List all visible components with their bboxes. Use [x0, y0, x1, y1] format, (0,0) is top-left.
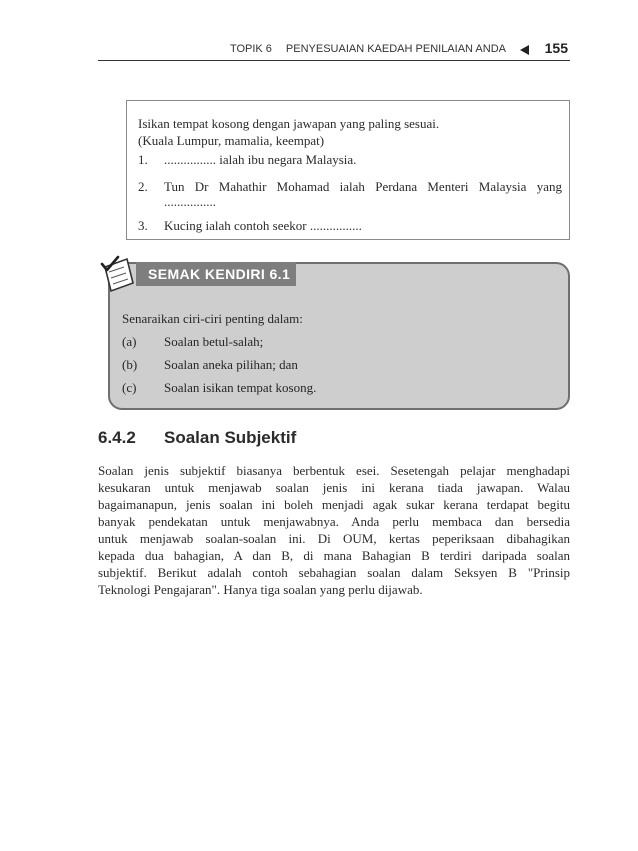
paragraph-line: untuk menjawab soalan-soalan ini. Di OUM, kertas peperiksaan dibahagikan [98, 531, 570, 546]
self-check-item-letter: (c) [122, 380, 137, 395]
checklist-notepad-icon [98, 254, 138, 294]
paragraph-line: Teknologi Pengajaran". Hanya tiga soalan yang perlu dijawab. [98, 582, 423, 597]
running-title [230, 43, 506, 55]
exercise-box [126, 100, 570, 240]
item-text: Kucing ialah contoh seekor ................ [164, 218, 362, 233]
section-heading [98, 428, 297, 448]
topic-title: PENYESUAIAN KAEDAH PENILAIAN ANDA [285, 43, 506, 55]
page-number: 155 [544, 40, 568, 56]
item-text-continued: ................ [164, 194, 216, 209]
paragraph-line: subjektif. Berikut adalah contoh sebahagian soalan dalam Seksyen B "Prinsip [98, 565, 570, 580]
paragraph-line: kepada dua bahagian, A dan B, di mana Bahagian B terdiri daripada soalan [98, 548, 570, 563]
section-number: 6.4.2 [98, 428, 136, 447]
item-text: Tun Dr Mahathir Mohamad ialah Perdana Menteri Malaysia yang [164, 179, 562, 194]
self-check-item-text: Soalan isikan tempat kosong. [164, 380, 317, 395]
paragraph-line: kesukaran untuk menjawab soalan jenis ini kerana tiada jawapan. Walau [98, 480, 570, 495]
paragraph-line: bagaimanapun, jenis soalan ini boleh menjadi agak sukar kerana terdapat begitu [98, 497, 570, 512]
self-check-item-text: Soalan aneka pilihan; dan [164, 357, 298, 372]
self-check-item-letter: (a) [122, 334, 137, 349]
exercise-instruction: Isikan tempat kosong dengan jawapan yang paling sesuai. [138, 116, 440, 131]
item-number: 3. [138, 218, 148, 233]
exercise-intro [138, 115, 439, 149]
self-check-item-letter: (b) [122, 357, 138, 372]
item-number: 2. [138, 179, 148, 194]
item-number: 1. [138, 152, 148, 167]
self-check-item-text: Soalan betul-salah; [164, 334, 264, 349]
section-title: Soalan Subjektif [164, 428, 297, 447]
paragraph-line: banyak pendekatan untuk menjawabnya. Anda perlu membaca dan bersedia [98, 514, 570, 529]
page-header [98, 40, 570, 61]
topic-label: TOPIK 6 [229, 43, 272, 55]
left-triangle-icon [520, 45, 529, 55]
self-check-label: SEMAK KENDIRI 6.1 [136, 262, 296, 286]
paragraph-line: Soalan jenis subjektif biasanya berbentuk esei. Sesetengah pelajar menghadapi [98, 463, 570, 478]
item-text: ................ ialah ibu negara Malaysia. [164, 152, 357, 167]
self-check-prompt: Senaraikan ciri-ciri penting dalam: [122, 311, 303, 326]
exercise-options: (Kuala Lumpur, mamalia, keempat) [138, 133, 325, 148]
